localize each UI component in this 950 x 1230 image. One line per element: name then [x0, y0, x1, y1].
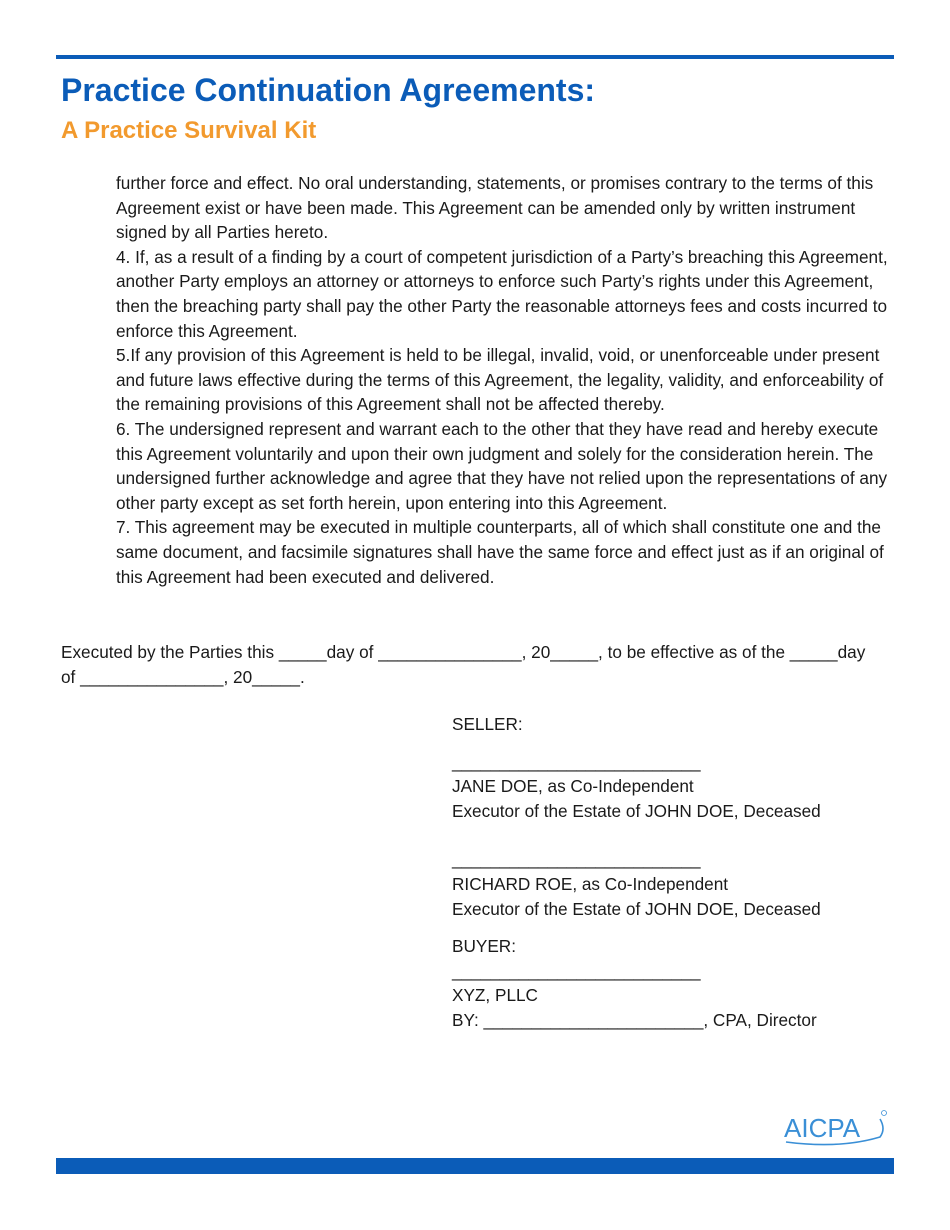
registered-mark-icon [882, 1111, 887, 1116]
page-subtitle: A Practice Survival Kit [61, 117, 317, 144]
buyer-label: BUYER: [452, 936, 516, 956]
seller-signature-line-1: __________________________ [452, 751, 701, 772]
seller-label: SELLER: [452, 714, 523, 734]
buyer-block [452, 934, 892, 1032]
paragraph-6: 6. The undersigned represent and warrant each to the other that they have read and hereby execute this Agreement voluntarily and upon their own judgment and solely for the consideration herein. The undersigned further acknowledge and agree that they have not relied upon the representations of any other party except as set forth herein, upon entering into this Agreement. [116, 418, 888, 513]
buyer-company: XYZ, PLLC [452, 985, 538, 1006]
seller-signer-1-name: JANE DOE, as Co-Independent [452, 776, 694, 797]
paragraph-5: 5.If any provision of this Agreement is held to be illegal, invalid, void, or unenforceable under present and future laws effective during the terms of this Agreement, the legality, validity, and enforceability of the remaining provisions of this Agreement shall not be affected thereby. [116, 345, 884, 415]
paragraph-4: 4. If, as a result of a finding by a court of competent jurisdiction of a Party’s breaching this Agreement, another Party employs an attorney or attorneys to enforce such Party’s rights under this Agreement, then the breaching party shall pay the other Party the reasonable attorneys fees and costs incurred to enforce this Agreement. [116, 246, 888, 341]
seller-signer-2-title: Executor of the Estate of JOHN DOE, Deceased [452, 898, 821, 919]
seller-signer-2-name: RICHARD ROE, as Co-Independent [452, 873, 729, 894]
paragraph-continuation: further force and effect. No oral understanding, statements, or promises contrary to the terms of this Agreement exist or have been made. This Agreement can be amended only by written instrument signed by all Parties hereto. [116, 173, 874, 243]
seller-signer-1-title: Executor of the Estate of JOHN DOE, Deceased [452, 800, 821, 821]
aicpa-logo [780, 1107, 890, 1147]
seller-signature-line-2: __________________________ [452, 849, 701, 870]
top-rule [56, 55, 894, 59]
buyer-signature-line: __________________________ [452, 960, 701, 981]
agreement-body [116, 171, 888, 589]
paragraph-7: 7. This agreement may be executed in multiple counterparts, all of which shall constitute one and the same document, and facsimile signatures shall have the same force and effect just as if an original of this Agreement had been executed and delivered. [116, 517, 884, 587]
execution-text: Executed by the Parties this _____day of _______________, 20_____, to be effective as of the _____day of _______________, 20_____. [61, 642, 866, 687]
buyer-by-line: BY: _______________________, CPA, Director [452, 1009, 817, 1030]
execution-clause [61, 640, 881, 689]
bottom-bar [56, 1158, 894, 1174]
seller-block [452, 712, 892, 921]
page-title: Practice Continuation Agreements: [61, 72, 596, 108]
aicpa-logo-text: AICPA [784, 1113, 861, 1143]
